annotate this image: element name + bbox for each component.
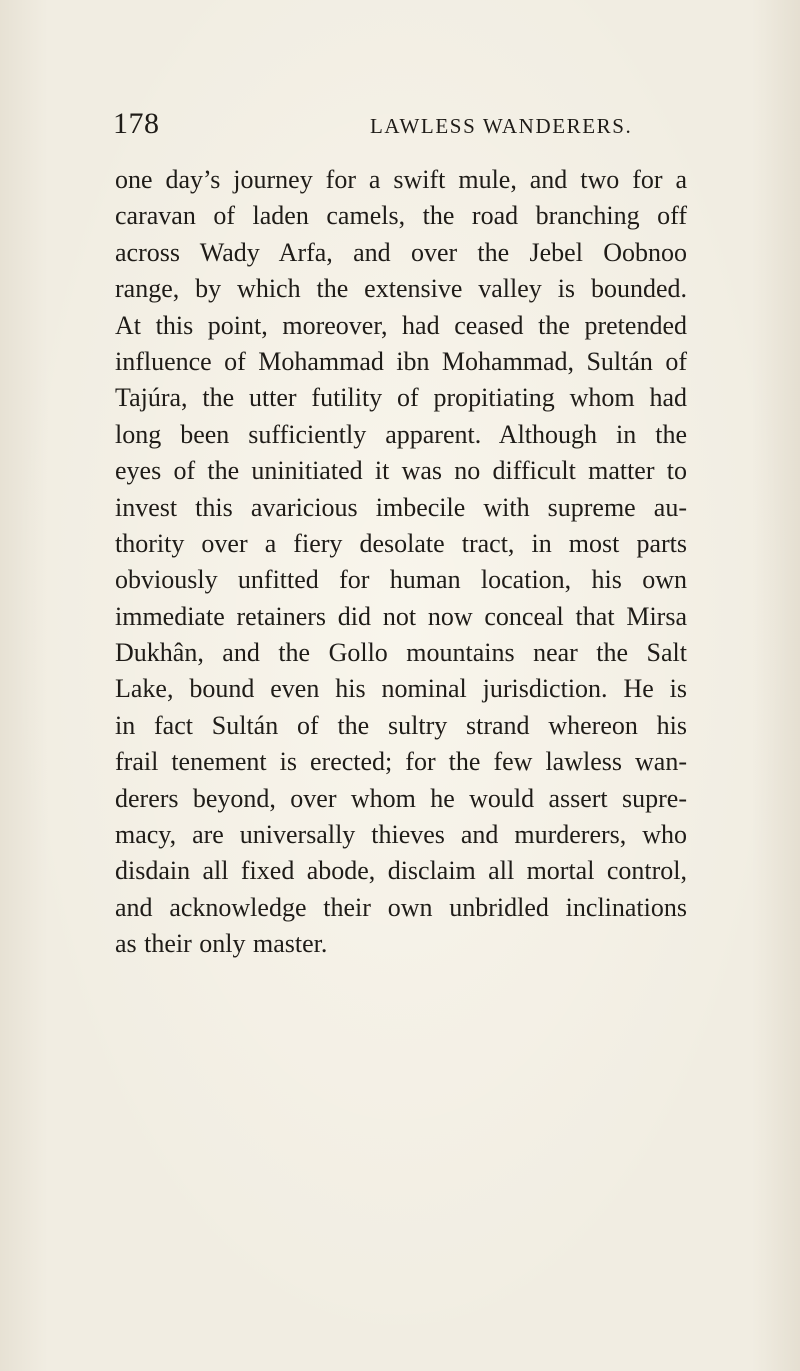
text-line: derers beyond, over whom he would assert supre-	[115, 783, 687, 813]
text-line: caravan of laden camels, the road branching off	[115, 201, 687, 231]
text-line: and acknowledge their own unbridled inclinations	[115, 892, 687, 922]
text-line: Lake, bound even his nominal jurisdiction. He is	[115, 674, 687, 704]
text-line: long been sufficiently apparent. Although in the	[115, 419, 687, 449]
text-line: in fact Sultán of the sultry strand whereon his	[115, 710, 687, 740]
text-line: Dukhân, and the Gollo mountains near the Salt	[115, 638, 687, 668]
text-line: as their only master.	[115, 929, 328, 959]
text-line: Tajúra, the utter futility of propitiating whom had	[115, 383, 687, 413]
text-line: immediate retainers did not now conceal that Mirsa	[115, 601, 687, 631]
page-header	[113, 104, 703, 144]
text-line: one day’s journey for a swift mule, and two for a	[115, 165, 687, 194]
text-line: influence of Mohammad ibn Mohammad, Sultán of	[115, 346, 687, 376]
text-line: macy, are universally thieves and murderers, who	[115, 820, 687, 850]
text-line: range, by which the extensive valley is bounded.	[115, 274, 687, 304]
text-line: invest this avaricious imbecile with supreme au-	[115, 492, 687, 522]
text-line: disdain all fixed abode, disclaim all mortal control,	[115, 856, 687, 886]
text-line: obviously unfitted for human location, his own	[115, 565, 687, 595]
text-line: thority over a fiery desolate tract, in most parts	[115, 528, 687, 558]
running-head: LAWLESS WANDERERS.	[370, 114, 633, 138]
text-line: across Wady Arfa, and over the Jebel Oobnoo	[115, 237, 687, 267]
body-paragraph	[115, 162, 687, 963]
text-line: At this point, moreover, had ceased the pretended	[115, 310, 687, 340]
page-number: 178	[113, 107, 160, 140]
text-line: eyes of the uninitiated it was no difficult matter to	[115, 456, 687, 486]
text-line: frail tenement is erected; for the few lawless wan-	[115, 747, 687, 777]
